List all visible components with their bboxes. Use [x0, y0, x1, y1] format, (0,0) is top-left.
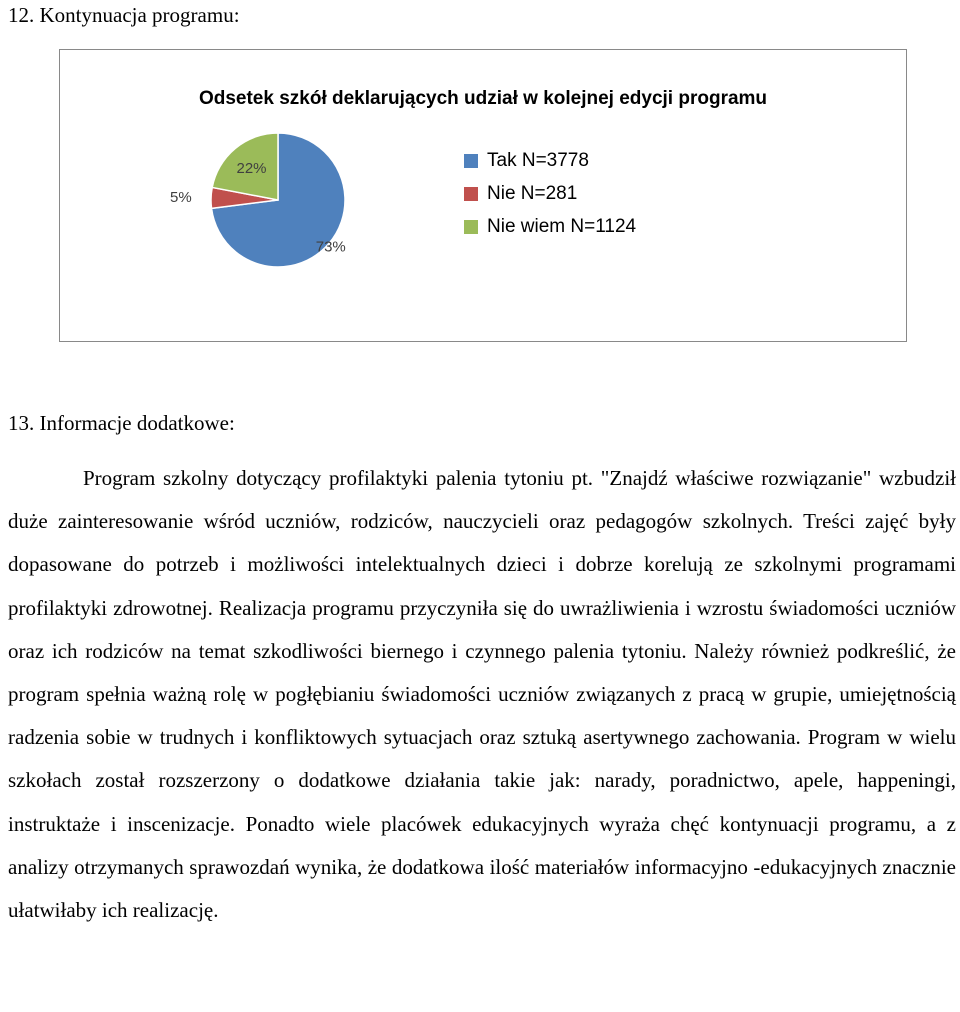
legend-label-2: Nie wiem N=1124 — [487, 215, 637, 237]
legend-swatch-1 — [464, 187, 478, 201]
legend-item-2 — [464, 210, 636, 243]
pie-slice-label-0: 73% — [315, 238, 346, 256]
legend-item-0 — [464, 144, 636, 177]
additional-info-paragraph: Program szkolny dotyczący profilaktyki palenia tytoniu pt. "Znajdź właściwe rozwiązanie" wzbudził duże zainteresowanie wśród uczniów, rodziców, nauczycieli oraz pedagogów szkolnych. Treści zajęć były dopasowane do potrzeb i możliwości intelektualnych dzieci i dobrze korelują ze szkolnymi programami profilaktyki zdrowotnej. Realizacja programu przyczyniła się do uwrażliwienia i wzrostu świadomości uczniów oraz ich rodziców na temat szkodliwości biernego i czynnego palenia tytoniu. Należy również podkreślić, że program spełnia ważną rolę w pogłębianiu świadomości uczniów związanych z pracą w grupie, umiejętnością radzenia sobie w trudnych i konfliktowych sytuacjach oraz sztuką asertywnego zachowania. Program w wielu szkołach został rozszerzony o dodatkowe działania takie jak: narady, poradnictwo, apele, happeningi, instruktaże i inscenizacje. Ponadto wiele placówek edukacyjnych wyraża chęć kontynuacji programu, a z analizy otrzymanych sprawozdań wynika, że dodatkowa ilość materiałów informacyjno -edukacyjnych znacznie ułatwiłaby ich realizację. — [8, 466, 956, 923]
pie-slice-label-2: 22% — [236, 159, 267, 177]
chart-legend — [464, 144, 636, 243]
legend-label-1: Nie N=281 — [487, 182, 578, 204]
legend-item-1 — [464, 177, 636, 210]
pie-slice-label-1: 5% — [170, 188, 192, 206]
pie-chart-area — [59, 49, 907, 342]
legend-label-0: Tak N=3778 — [487, 149, 589, 171]
legend-swatch-0 — [464, 154, 478, 168]
legend-swatch-2 — [464, 220, 478, 234]
section-12-heading: 12. Kontynuacja programu: — [8, 3, 240, 27]
section-13-heading: 13. Informacje dodatkowe: — [8, 411, 235, 435]
chart-title: Odsetek szkół deklarujących udział w kolejnej edycji programu — [198, 88, 768, 109]
